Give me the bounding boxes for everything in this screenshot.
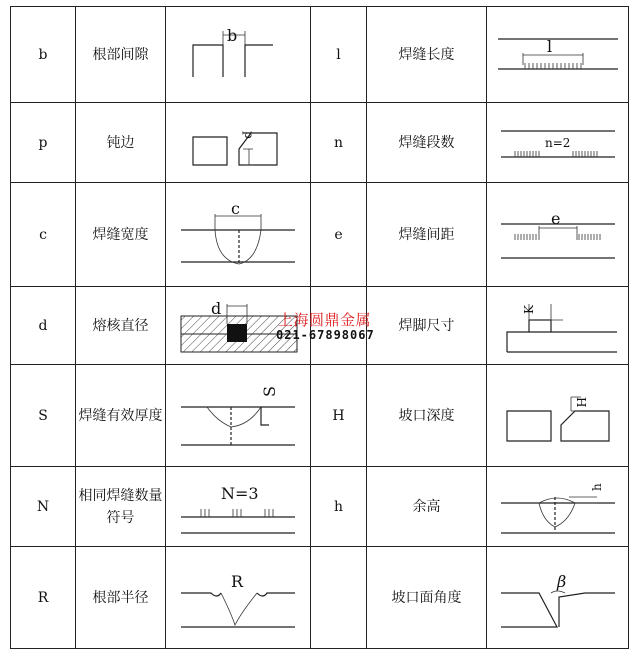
symbol-cell: b [11,7,76,103]
name-cell: 焊缝段数 [367,103,487,183]
figure-cell [487,287,629,365]
symbol-cell [311,547,367,649]
watermark-phone: 021-67898067 [276,328,375,342]
symbol-cell: S [11,365,76,467]
name-cell: 坡口面角度 [367,547,487,649]
figure-cell [487,467,629,547]
name-cell: 余高 [367,467,487,547]
table-row [11,7,629,103]
figure-cell [487,7,629,103]
table-row [11,547,629,649]
name-cell: 坡口深度 [367,365,487,467]
name-cell: 焊缝长度 [367,7,487,103]
symbol-cell: l [311,7,367,103]
figure-label: β [556,571,566,591]
symbol-cell: n [311,103,367,183]
figure-label: H [573,396,588,407]
symbol-cell: N [11,467,76,547]
groove-depth-diagram [493,381,623,451]
figure-cell [166,547,311,649]
table-row [11,103,629,183]
figure-label: K [521,304,536,314]
symbol-cell: c [11,183,76,287]
figure-label: h [589,482,604,491]
symbol-cell: h [311,467,367,547]
figure-cell [166,7,311,103]
root-face-diagram [173,113,303,173]
figure-label: e [550,208,560,228]
symbol-cell: d [11,287,76,365]
symbol-cell: e [311,183,367,287]
name-cell: 根部半径 [76,547,166,649]
figure-label: N=3 [221,483,259,503]
figure-cell [487,183,629,287]
figure-label: b [227,25,238,45]
weld-count-diagram [173,477,303,537]
name-cell: 焊缝有效厚度 [76,365,166,467]
figure-label: n=2 [544,135,570,150]
figure-label: d [211,298,222,318]
name-cell: 焊缝宽度 [76,183,166,287]
root-radius-diagram [173,563,303,633]
figure-cell [166,365,311,467]
weld-spacing-diagram [493,200,623,270]
figure-label: c [231,198,240,218]
reinforcement-height-diagram [493,477,623,537]
weld-length-diagram [493,25,623,85]
figure-cell [487,103,629,183]
weld-width-diagram [173,200,303,270]
name-cell: 熔核直径 [76,287,166,365]
name-cell: 根部间隙 [76,7,166,103]
effective-throat-diagram [173,381,303,451]
fillet-leg-size-diagram [493,294,623,358]
table-row [11,183,629,287]
table-row [11,467,629,547]
figure-cell [166,103,311,183]
figure-cell [166,467,311,547]
name-cell: 焊脚尺寸 [367,287,487,365]
name-cell: 相同焊缝数量符号 [76,467,166,547]
figure-cell [487,365,629,467]
symbol-cell: H [311,365,367,467]
watermark-company: 上海圆鼎金属 [278,311,372,329]
figure-label: S [260,385,279,397]
figure-label: l [546,36,552,56]
figure-cell [166,183,311,287]
figure-label: p [242,130,256,139]
symbol-cell: R [11,547,76,649]
symbol-cell: p [11,103,76,183]
root-gap-diagram [173,25,303,85]
table-row [11,365,629,467]
figure-label: R [231,571,244,591]
name-cell: 钝边 [76,103,166,183]
name-cell: 焊缝间距 [367,183,487,287]
weld-segments-diagram [493,113,623,173]
figure-cell [487,547,629,649]
groove-face-angle-diagram [493,563,623,633]
